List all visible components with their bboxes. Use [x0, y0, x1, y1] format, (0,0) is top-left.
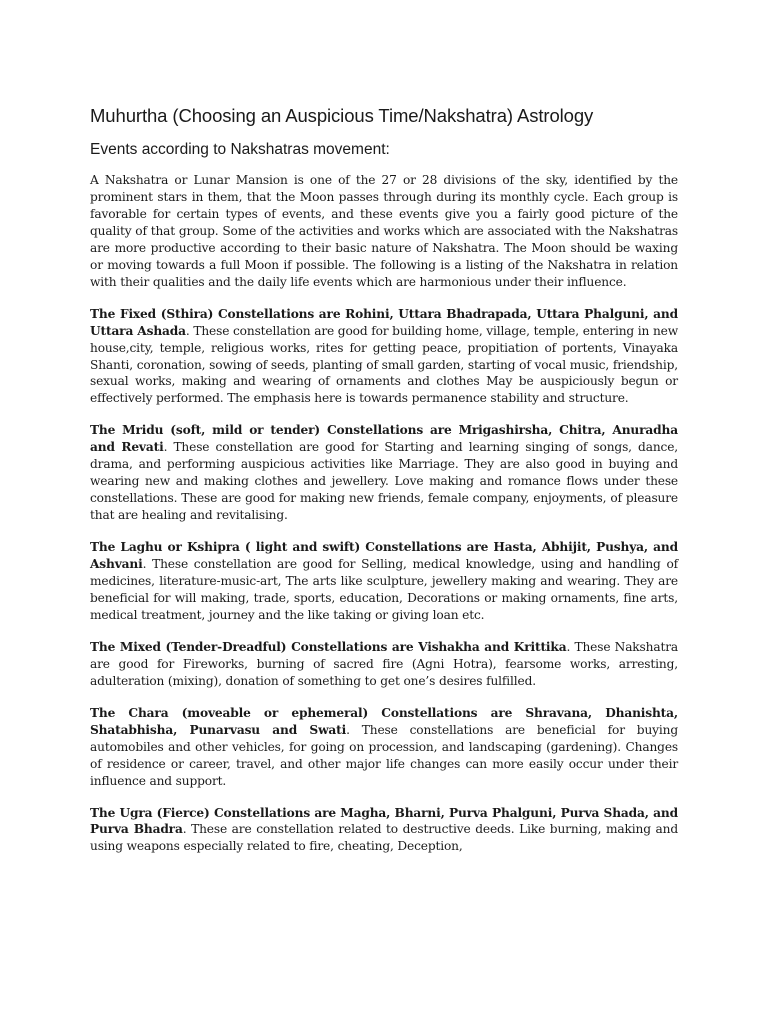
paragraph-body: . These constellation are good for Starting and learning singing of songs, dance, drama, and performing auspicious activities like Marriage. They are also good in buying and wearing new and making clothes and jewellery. Love making and romance flows under these constellations. These are good for making new friends, female company, enjoyments, of pleasure that are healing and revitalising.: [90, 440, 678, 523]
paragraph-body: . These are constellation related to destructive deeds. Like burning, making and using weapons especially related to fire, cheating, Deception,: [90, 822, 678, 854]
paragraph-body: . These constellation are good for Selling, medical knowledge, using and handling of medicines, literature-music-art, The arts like sculpture, jewellery making and wearing. They are beneficial for will making, trade, sports, education, Decorations or making ornaments, fine arts, medical treatment, journey and the like taking or giving loan etc.: [90, 557, 678, 622]
paragraph-chara: [90, 705, 678, 790]
paragraph-heading: The Ugra (Fierce) Constellations are Magha, Bharni, Purva Phalguni, Purva Shada, and Purva Bhadra: [90, 805, 678, 837]
paragraph-mridu: [90, 422, 678, 524]
section-subtitle: Events according to Nakshatras movement:: [90, 141, 390, 158]
paragraph-ugra: [90, 805, 678, 856]
intro-paragraph: A Nakshatra or Lunar Mansion is one of the 27 or 28 divisions of the sky, identified by the prominent stars in them, that the Moon passes through during its monthly cycle. Each group is favorable for certain types of events, and these events give you a fairly good picture of the quality of that group. Some of the activities and works which are associated with the Nakshatras are more productive according to their basic nature of Nakshatra. The Moon should be waxing or moving towards a full Moon if possible. The following is a listing of the Nakshatra in relation with their qualities and the daily life events which are harmonious under their influence.: [90, 173, 678, 289]
paragraph-body: . These constellations are beneficial for buying automobiles and other vehicles, for going on procession, and landscaping (gardening). Changes of residence or career, travel, and other major life changes can more easily occur under their influence and support.: [90, 722, 678, 788]
paragraph-fixed: [90, 306, 678, 408]
paragraph-heading: The Mridu (soft, mild or tender) Constellations are Mrigashirsha, Chitra, Anuradha and Revati: [90, 423, 678, 455]
paragraph-body: . These constellation are good for building home, village, temple, entering in new house,city, temple, religious works, rites for getting peace, propitiation of portents, Vinayaka Shanti, coronation, sowing of seeds, planting of small garden, starting of vocal music, friendship, sexual works, making and wearing of ornaments and clothes May be auspiciously begun or effectively performed. The emphasis here is towards permanence stability and structure.: [90, 323, 679, 406]
paragraph-laghu: [90, 539, 678, 624]
document-page: [90, 104, 678, 870]
paragraph-heading: The Laghu or Kshipra ( light and swift) Constellations are Hasta, Abhijit, Pushya, and Ashvani: [90, 540, 678, 572]
paragraph-heading: The Mixed (Tender-Dreadful) Constellations are Vishakha and Krittika: [90, 639, 567, 654]
paragraph-heading: The Fixed (Sthira) Constellations are Rohini, Uttara Bhadrapada, Uttara Phalguni, and Uttara Ashada: [90, 306, 678, 338]
paragraph-body: . These Nakshatra are good for Fireworks, burning of sacred fire (Agni Hotra), fearsome works, arresting, adulteration (mixing), donation of something to get one’s desires fulfilled.: [90, 639, 679, 688]
page-title: Muhurtha (Choosing an Auspicious Time/Nakshatra) Astrology: [90, 105, 594, 126]
paragraph-mixed: [90, 639, 678, 690]
paragraph-heading: The Chara (moveable or ephemeral) Constellations are Shravana, Dhanishta, Shatabhisha, Punarvasu and Swati: [90, 705, 678, 737]
